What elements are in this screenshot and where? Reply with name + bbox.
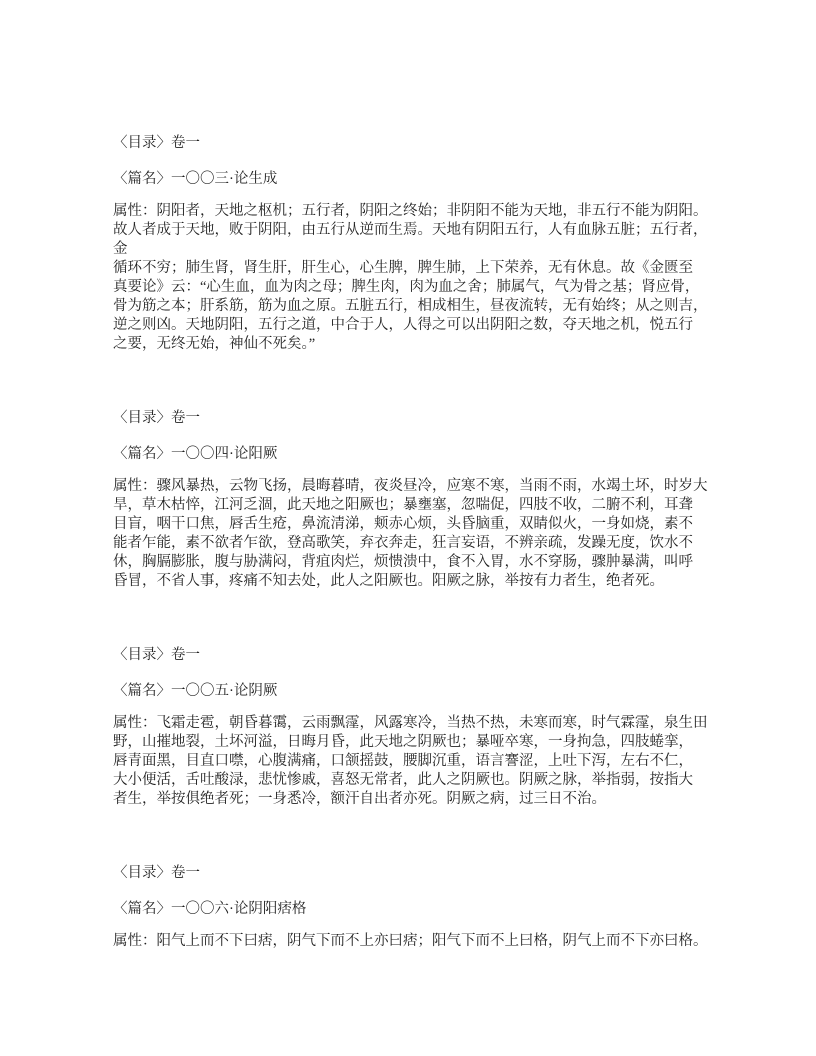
paragraph-line: 能者乍能，素不欲者乍欲，登高歌笑，弃衣奔走，狂言妄语，不辨亲疏，发躁无度，饮水不 [113, 535, 693, 551]
chapter-title: 〈篇名〉一〇〇四·论阳厥 [113, 446, 278, 462]
paragraph-line: 休，胸膈膨胀，腹与胁满闷，背疽肉烂，烦愦溃中，食不入胃，水不穿肠，骤肿暴满，叫呼 [113, 554, 693, 570]
paragraph-line: 之要，无终无始，神仙不死矣。” [113, 336, 316, 352]
catalog-heading: 〈目录〉卷一 [113, 410, 200, 426]
paragraph-line: 唇青面黑，目直口噤，心腹满痛，口颔摇鼓，腰脚沉重，语言謇涩，上吐下泻，左右不仁， [113, 753, 693, 769]
section [113, 646, 709, 809]
paragraph-line: 真要论》云：“心生血，血为肉之母；脾生肉，肉为血之舍；肺属气，气为骨之基；肾应骨， [113, 279, 700, 295]
document-content [113, 134, 709, 951]
paragraph [113, 932, 709, 951]
paragraph-line: 者生，举按俱绝者死；一身悉冷，额汗自出者亦死。阴厥之病，过三日不治。 [113, 791, 606, 807]
paragraph-line: 金 [113, 241, 128, 257]
section [113, 134, 709, 354]
chapter-title: 〈篇名〉一〇〇三·论生成 [113, 171, 278, 187]
chapter-title: 〈篇名〉一〇〇六·论阴阳痞格 [113, 901, 307, 917]
paragraph-line: 目盲，咽干口焦，唇舌生疮，鼻流清涕，颊赤心烦，头昏脑重，双睛似火，一身如烧，素不 [113, 516, 693, 532]
paragraph-line: 大小便活，舌吐酸渌，悲忧惨戚，喜怒无常者，此人之阴厥也。阴厥之脉，举指弱，按指大 [113, 772, 693, 788]
section [113, 864, 709, 951]
paragraph-line: 昏冒，不省人事，疼痛不知去处，此人之阳厥也。阳厥之脉，举按有力者生，绝者死。 [113, 573, 664, 589]
section [113, 409, 709, 591]
paragraph-line: 属性：骤风暴热，云物飞扬，晨晦暮晴，夜炎昼冷，应寒不寒，当雨不雨，水竭土坏，时岁大 [113, 478, 708, 494]
paragraph-line: 野，山摧地裂，土坏河溢，日晦月昏，此天地之阴厥也；暴哑卒寒，一身拘急，四肢蜷挛， [113, 734, 693, 750]
catalog-heading: 〈目录〉卷一 [113, 135, 200, 151]
paragraph-line: 逆之则凶。天地阴阳，五行之道，中合于人，人得之可以出阴阳之数，夺天地之机，悦五行 [113, 317, 693, 333]
catalog-heading: 〈目录〉卷一 [113, 865, 200, 881]
paragraph-line: 故人者成于天地，败于阴阳，由五行从逆而生焉。天地有阴阳五行，人有血脉五脏；五行者， [113, 222, 708, 238]
catalog-heading: 〈目录〉卷一 [113, 647, 200, 663]
paragraph-line: 循环不穷；肺生肾，肾生肝，肝生心，心生脾，脾生肺，上下荣养，无有休息。故《金匮至 [113, 260, 693, 276]
paragraph [113, 714, 709, 809]
paragraph-line: 属性：飞霜走雹，朝昏暮霭，云雨飘霪，风露寒冷，当热不热，未寒而寒，时气霖霪，泉生田 [113, 715, 708, 731]
paragraph-line: 属性：阴阳者，天地之枢机；五行者，阴阳之终始；非阴阳不能为天地，非五行不能为阴阳。 [113, 203, 708, 219]
paragraph-line: 属性：阳气上而不下曰痞，阴气下而不上亦曰痞；阳气下而不上曰格，阴气上而不下亦曰格。 [113, 933, 708, 949]
paragraph [113, 477, 709, 591]
paragraph-line: 旱，草木枯悴，江河乏涸，此天地之阳厥也；暴壅塞，忽喘促，四肢不收，二腑不利，耳聋 [113, 497, 693, 513]
paragraph [113, 202, 709, 354]
paragraph-line: 骨为筋之本；肝系筋，筋为血之原。五脏五行，相成相生，昼夜流转，无有始终；从之则吉， [113, 298, 708, 314]
chapter-title: 〈篇名〉一〇〇五·论阴厥 [113, 683, 278, 699]
